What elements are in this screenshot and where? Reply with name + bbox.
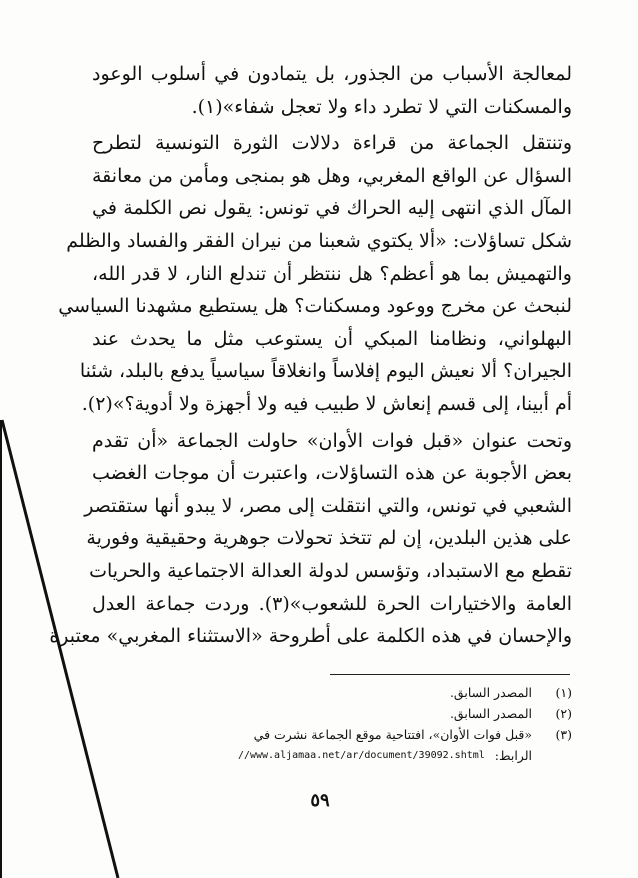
page-number: ٥٩: [310, 790, 330, 811]
body-line: والتهميش بما هو أعظم؟ هل ننتظر أن تندلع النار، لا قدر الله،: [92, 262, 572, 285]
footnote-item: [210, 724, 572, 745]
body-line: شكل تساؤلات: «ألا يكتوي شعبنا من نيران الفقر والفساد والظلم: [66, 229, 572, 252]
footnote-url[interactable]: //www.aljamaa.net/ar/document/39092.shtml: [237, 750, 485, 761]
footnote-divider: [330, 674, 570, 675]
body-line: والمسكنات التي لا تطرد داء ولا تعجل شفاء»(١).: [191, 95, 572, 118]
footnote-number: (٢): [555, 706, 572, 721]
body-line: أم أبينا، إلى قسم إنعاش لا طبيب فيه ولا أجهزة ولا أدوية؟»(٢).: [81, 392, 572, 415]
body-text: [49, 58, 573, 653]
footnote-item: [210, 682, 572, 703]
body-line: تقطع مع الاستبداد، وتؤسس لدولة العدالة الاجتماعية والحريات: [89, 559, 572, 582]
body-line: السؤال عن الواقع المغربي، وهل هو بمنجى ومأمن من معانقة: [92, 164, 572, 187]
footnotes: [210, 682, 572, 766]
body-line: وتنتقل الجماعة من قراءة دلالات الثورة التونسية لتطرح: [92, 132, 572, 155]
footnote-text: «قبل فوات الأوان»، افتتاحية موقع الجماعة نشرت في: [253, 727, 532, 742]
footnote-number: (٣): [555, 727, 572, 742]
body-line: وتحت عنوان «قبل فوات الأوان» حاولت الجماعة «أن تقدم: [92, 429, 572, 452]
body-line: لنبحث عن مخرج ووعود ومسكنات؟ هل يستطيع مشهدنا السياسي: [58, 295, 572, 318]
footnote-text: المصدر السابق.: [449, 706, 532, 721]
body-line: الجيران؟ ألا نعيش اليوم إفلاساً وانغلاقاً سياسياً يدفع بالبلد، شئنا: [79, 360, 572, 383]
footnote-number: [542, 745, 572, 766]
body-line: والإحسان في هذه الكلمة على أطروحة «الاستثناء المغربي» معتبرة: [49, 625, 572, 648]
body-line: البهلواني، ونظامنا المبكي أن يستوعب مثل ما يحدث عند: [92, 327, 572, 350]
footnote-number: (١): [555, 685, 572, 700]
body-line: العامة والاختيارات الحرة للشعوب»(٣). وردت جماعة العدل: [92, 592, 573, 615]
footnote-text: الرابط:: [494, 748, 532, 763]
footnote-text: المصدر السابق.: [449, 685, 532, 700]
body-line: الشعبي في تونس، والتي انتقلت إلى مصر، لا يبدو أنها ستقتصر: [84, 494, 572, 517]
body-line: على هذين البلدين، إن لم تتخذ تحولات جوهرية وحقيقية وفورية: [86, 527, 572, 550]
body-line: لمعالجة الأسباب من الجذور، بل يتمادون في أسلوب الوعود: [92, 63, 572, 85]
body-line: المآل الذي انتهى إليه الحراك في تونس: يقول نص الكلمة في: [92, 197, 572, 220]
footnote-item: [210, 703, 572, 724]
footnote-item: [210, 745, 572, 766]
body-line: بعض الأجوبة عن هذه التساؤلات، واعتبرت أن موجات الغضب: [92, 462, 572, 485]
